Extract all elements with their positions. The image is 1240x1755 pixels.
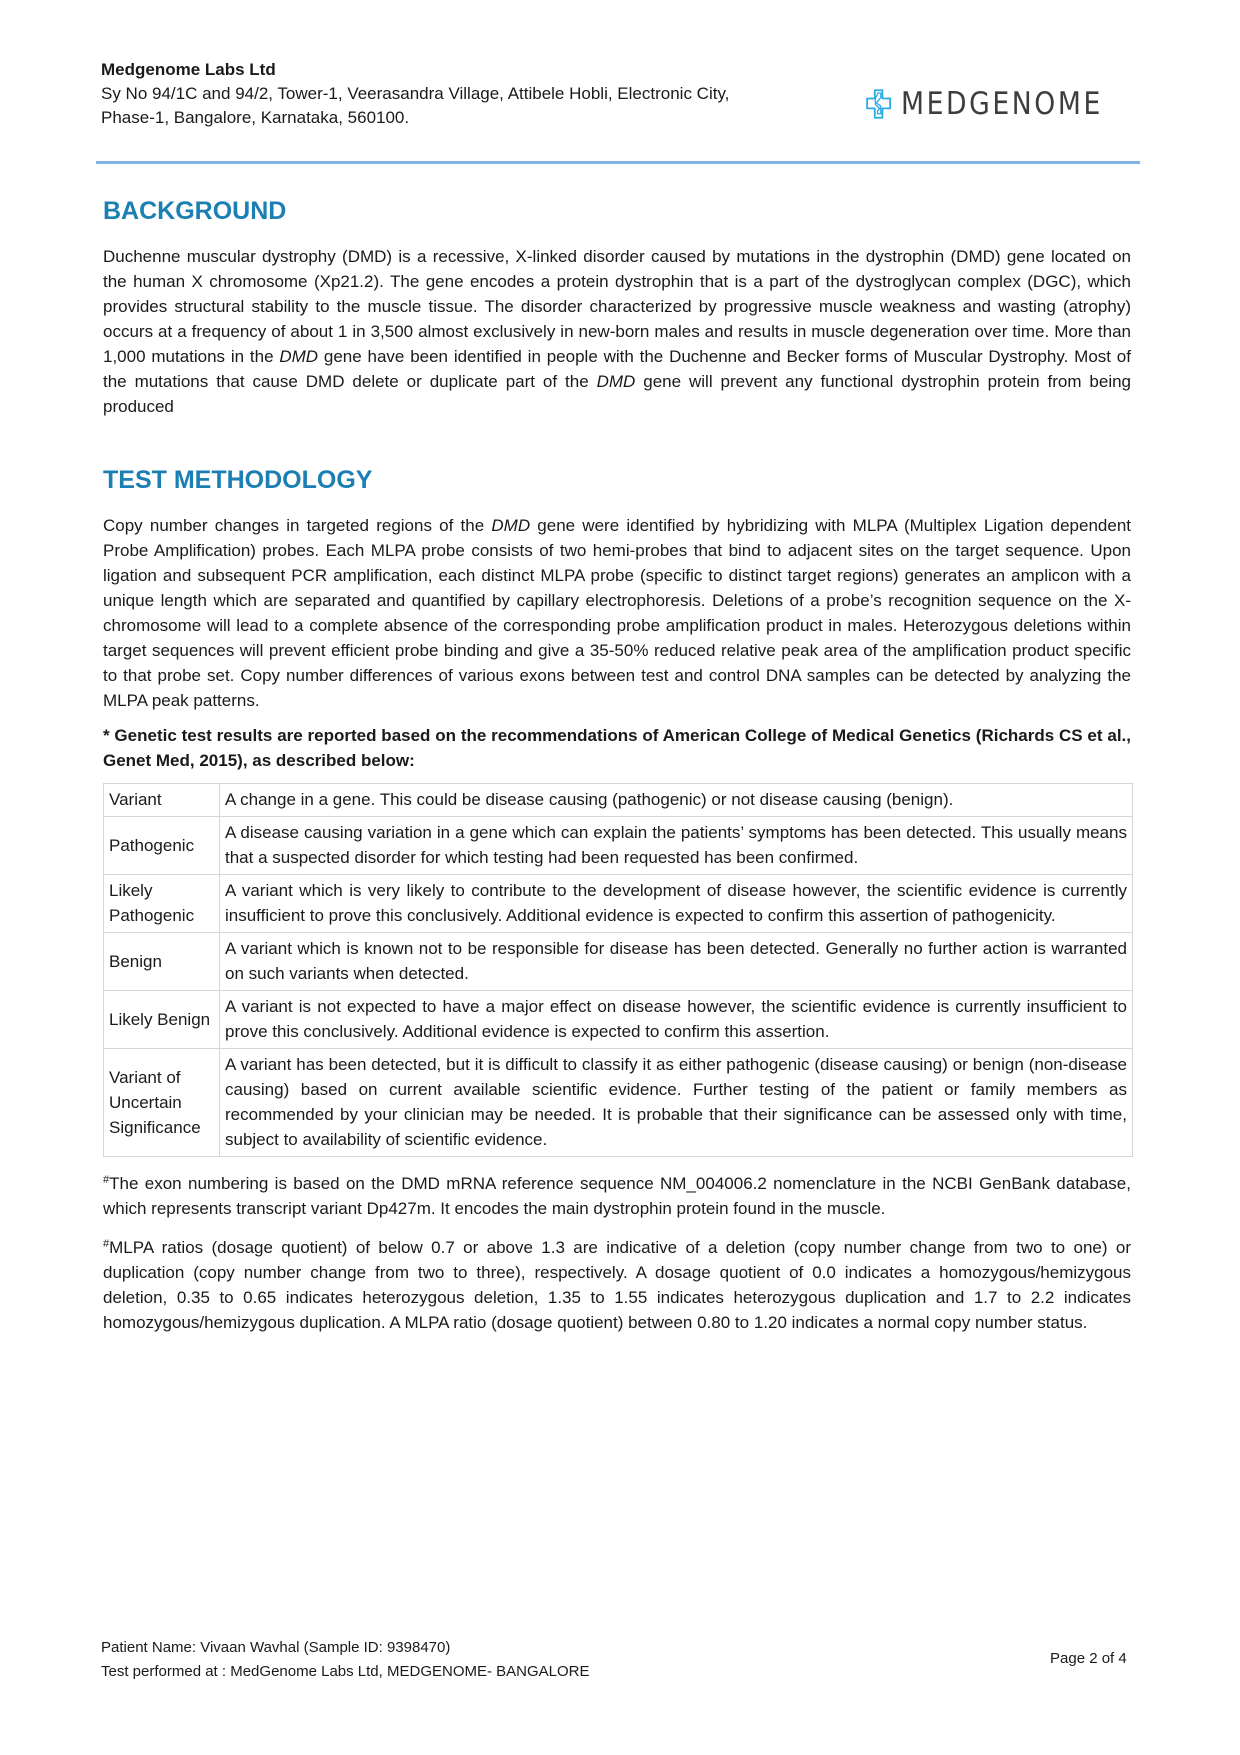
section-title-methodology: TEST METHODOLOGY bbox=[103, 466, 373, 494]
term-cell: Benign bbox=[104, 933, 220, 991]
test-location: Test performed at : MedGenome Labs Ltd, MEDGENOME- BANGALORE bbox=[101, 1663, 590, 1680]
definition-cell: A variant is not expected to have a major effect on disease however, the scientific evidence is currently insufficient to prove this conclusively. Additional evidence is expected to confirm this assertion. bbox=[220, 991, 1133, 1049]
definition-cell: A disease causing variation in a gene which can explain the patients’ symptoms has been detected. This usually means that a suspected disorder for which testing had been requested has been confirmed. bbox=[220, 817, 1133, 875]
gene-name: DMD bbox=[279, 347, 319, 366]
text-run: Copy number changes in targeted regions of the bbox=[103, 516, 492, 535]
definition-cell: A variant has been detected, but it is difficult to classify it as either pathogenic (disease causing) or benign (non-disease causing) based on current available scientific evidence. Further testing of the patient or family members as recommended by your clinician may be needed. It is probable that their significance can be assessed only with time, subject to availability of scientific evidence. bbox=[220, 1049, 1133, 1157]
medgenome-logo bbox=[866, 76, 1136, 132]
term-cell: Likely Benign bbox=[104, 991, 220, 1049]
dna-cross-icon bbox=[866, 76, 891, 132]
text-run: gene have been identified in people with the Duchenne and Becker forms of Muscular Dystrophy. Most of the mutations that cause DMD delete or duplicate part of the bbox=[103, 347, 1131, 391]
footnote-marker: # bbox=[103, 1238, 110, 1250]
table-row bbox=[104, 817, 1133, 875]
patient-info: Patient Name: Vivaan Wavhal (Sample ID: 9398470) bbox=[101, 1639, 451, 1656]
footnote-marker: # bbox=[103, 1174, 110, 1186]
text-run: gene were identified by hybridizing with MLPA (Multiplex Ligation dependent Probe Amplification) probes. Each MLPA probe consists of two hemi-probes that bind to adjacent sites on the target sequence. Upon ligation and subsequent PCR amplification, each distinct MLPA probe (specific to distinct target regions) generates an amplicon with a unique length which are separated and quantified by capillary electrophoresis. Deletions of a probe’s recognition sequence on the X-chromosome will lead to a complete absence of the corresponding probe amplification product in males. Heterozygous deletions within target sequences will prevent efficient probe binding and give a 35-50% reduced relative peak area of the amplification product specific to that probe set. Copy number differences of various exons between test and control DNA samples can be detected by analyzing the MLPA peak patterns. bbox=[103, 516, 1131, 710]
term-cell: Pathogenic bbox=[104, 817, 220, 875]
address-line-1: Sy No 94/1C and 94/2, Tower-1, Veerasandra Village, Attibele Hobli, Electronic City, bbox=[101, 84, 730, 103]
definition-cell: A variant which is known not to be responsible for disease has been detected. Generally no further action is warranted on such variants when detected. bbox=[220, 933, 1133, 991]
report-body bbox=[103, 196, 1131, 1335]
gene-name: DMD bbox=[596, 372, 636, 391]
methodology-paragraph bbox=[103, 513, 1131, 713]
background-paragraph bbox=[103, 244, 1131, 419]
section-title-background: BACKGROUND bbox=[103, 197, 287, 225]
table-row bbox=[104, 784, 1133, 817]
term-cell: Variant of Uncertain Significance bbox=[104, 1049, 220, 1157]
text-run: Duchenne muscular dystrophy (DMD) is a recessive, X-linked disorder caused by mutations in the dystrophin (DMD) gene located on the human X chromosome (Xp21.2). The gene encodes a protein dystrophin that is a part of the dystroglycan complex (DGC), which provides structural stability to the muscle tissue. The disorder characterized by progressive muscle weakness and wasting (atrophy) occurs at a frequency of about 1 in 3,500 almost exclusively in new-born males and results in muscle degeneration over time. More than 1,000 mutations in the bbox=[103, 247, 1131, 366]
variant-classification-table bbox=[103, 783, 1133, 1157]
address-line-2: Phase-1, Bangalore, Karnataka, 560100. bbox=[101, 108, 410, 127]
gene-name: DMD bbox=[491, 516, 531, 535]
exon-numbering-note bbox=[103, 1171, 1131, 1221]
text-run: gene will prevent any functional dystrophin protein from being produced bbox=[103, 372, 1132, 416]
mlpa-ratio-note bbox=[103, 1235, 1131, 1335]
term-cell: Variant bbox=[104, 784, 220, 817]
page-footer bbox=[101, 1636, 590, 1684]
footnote-text: The exon numbering is based on the DMD mRNA reference sequence NM_004006.2 nomenclature in the NCBI GenBank database, which represents transcript variant Dp427m. It encodes the main dystrophin protein found in the muscle. bbox=[103, 1174, 1131, 1218]
definition-cell: A change in a gene. This could be disease causing (pathogenic) or not disease causing (benign). bbox=[220, 784, 1133, 817]
table-row bbox=[104, 991, 1133, 1049]
table-row bbox=[104, 1049, 1133, 1157]
company-name: Medgenome Labs Ltd bbox=[101, 60, 276, 79]
definition-cell: A variant which is very likely to contribute to the development of disease however, the scientific evidence is currently insufficient to prove this conclusively. Additional evidence is expected to confirm this assertion of pathogenicity. bbox=[220, 875, 1133, 933]
header-divider bbox=[96, 161, 1140, 164]
acmg-note: * Genetic test results are reported based on the recommendations of American College of Medical Genetics (Richards CS et al., Genet Med, 2015), as described below: bbox=[103, 726, 1131, 770]
term-cell: Likely Pathogenic bbox=[104, 875, 220, 933]
table-row bbox=[104, 933, 1133, 991]
table-row bbox=[104, 875, 1133, 933]
letterhead bbox=[101, 58, 821, 130]
page-number: Page 2 of 4 bbox=[1050, 1650, 1127, 1667]
logo-wordmark: MEDGENOME bbox=[901, 86, 1104, 122]
footnote-text: MLPA ratios (dosage quotient) of below 0.7 or above 1.3 are indicative of a deletion (copy number change from two to one) or duplication (copy number change from two to three), respectively. A dosage quotient of 0.0 indicates a homozygous/hemizygous deletion, 0.35 to 0.65 indicates heterozygous deletion, 1.35 to 1.55 indicates heterozygous duplication and 1.7 to 2.2 indicates homozygous/hemizygous duplication. A MLPA ratio (dosage quotient) between 0.80 to 1.20 indicates a normal copy number status. bbox=[103, 1238, 1131, 1332]
